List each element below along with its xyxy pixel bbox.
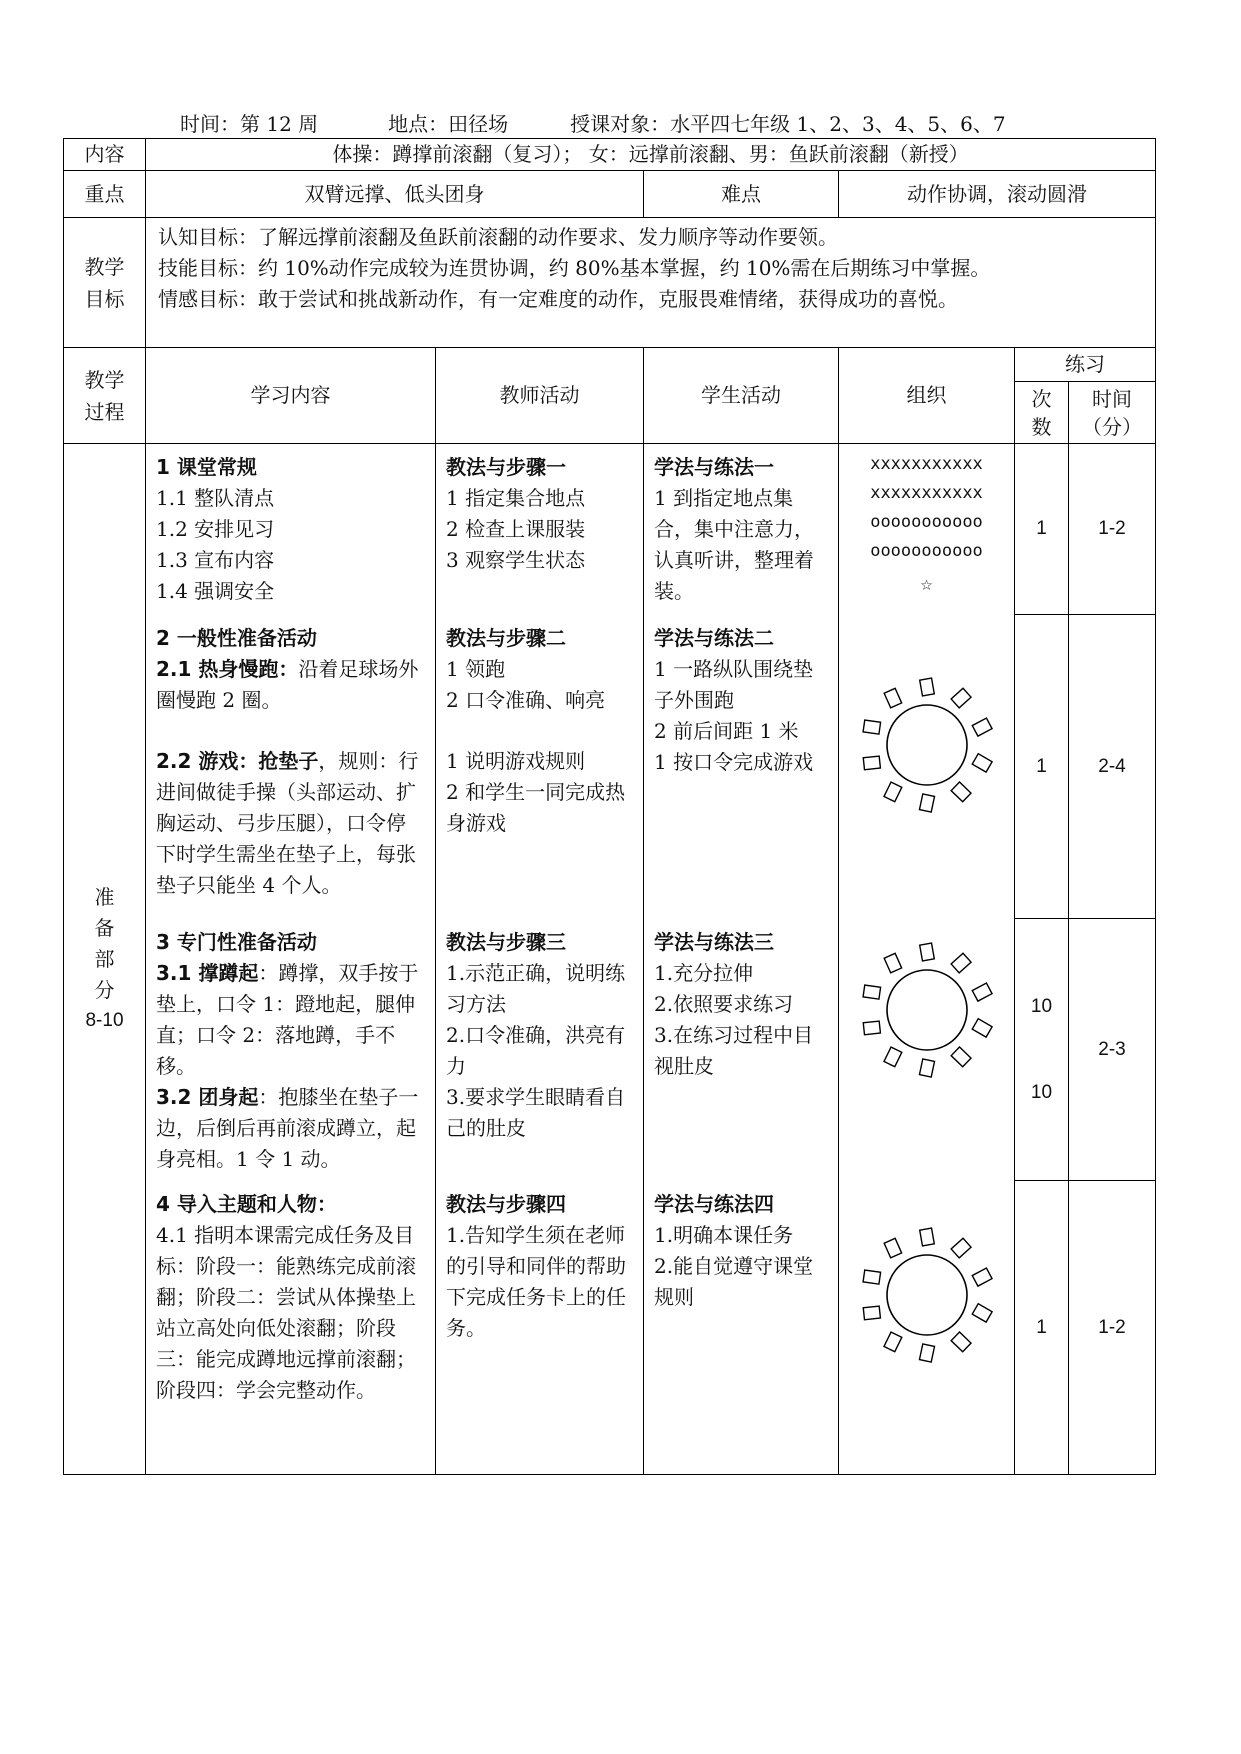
block-3-times [1015, 919, 1069, 1181]
block-4-student [644, 1181, 839, 1475]
mat-icon [919, 1343, 934, 1361]
circle-track [887, 705, 967, 785]
duration-header [1069, 382, 1156, 444]
mat-icon [884, 953, 901, 972]
section-time: 8-10 [85, 1010, 124, 1032]
block-4-student-title: 学法与练法四 [654, 1191, 774, 1216]
goal-skill: 技能目标：约 10%动作完成较为连贯协调，约 80%基本掌握，约 10%需在后期练习中掌握。 [158, 256, 991, 280]
formation-row: xxxxxxxxxxx [870, 454, 983, 474]
block-2-study [146, 615, 436, 919]
mat-icon [951, 1238, 971, 1258]
block-2-study-item-text: 沿着足球场外圈慢跑 2 圈。 [156, 656, 419, 712]
key-value-text: 双臂远撑、低头团身 [304, 181, 485, 206]
mat-icon [972, 1303, 992, 1321]
block-2-student-item: 2 前后间距 1 米 [654, 718, 799, 743]
block-3-times-b: 10 [1030, 1081, 1053, 1103]
mat-icon [919, 943, 934, 961]
lesson-plan-table [63, 138, 1156, 1475]
block-1-study-item: 1.1 整队清点 [156, 486, 275, 510]
formation-diagram [839, 450, 1014, 600]
block-4-duration: 1-2 [1069, 1181, 1156, 1475]
block-3-teacher-item: 2.口令准确，洪亮有力 [446, 1022, 626, 1078]
goals-content [146, 218, 1156, 348]
block-3-student-item: 1.充分拉伸 [654, 960, 754, 985]
block-4-student-item: 1.明确本课任务 [654, 1222, 794, 1247]
mat-icon [951, 953, 971, 973]
block-2-teacher [436, 615, 644, 919]
teacher-star-icon: ☆ [920, 570, 933, 595]
circle-track [887, 970, 967, 1050]
block-3-study-item-text: ：抱膝坐在垫子一边，后倒后再前滚成蹲立，起身亮相。1 令 1 动。 [156, 1084, 419, 1171]
times-header [1015, 382, 1069, 444]
block-3-teacher-item: 1.示范正确，说明练习方法 [446, 960, 626, 1016]
lesson-header [180, 108, 1006, 137]
mat-icon [951, 688, 971, 708]
mat-icon [863, 720, 881, 734]
mat-circle-diagram-2 [852, 935, 1002, 1085]
header-target: 授课对象：水平四七年级 1、2、3、4、5、6、7 [570, 112, 1006, 136]
block-3-student [644, 919, 839, 1181]
block-1-student-item: 1 到指定地点集合，集中注意力，认真听讲，整理着装。 [654, 486, 814, 603]
block-1-study [146, 444, 436, 615]
mat-icon [863, 985, 881, 999]
block-2-student-title: 学法与练法二 [654, 625, 774, 650]
block-2-study-spacer [156, 716, 425, 746]
mat-icon [972, 1018, 992, 1036]
mat-icon [919, 1058, 934, 1076]
block-3-student-item: 2.依照要求练习 [654, 991, 794, 1016]
goals-row [64, 218, 1156, 348]
block-1-teacher [436, 444, 644, 615]
mat-circle-diagram-3 [852, 1220, 1002, 1370]
mat-icon [863, 1270, 881, 1284]
content-label: 内容 [64, 139, 146, 171]
mat-icon [863, 1021, 880, 1035]
mat-icon [884, 1047, 902, 1067]
block-3-student-title: 学法与练法三 [654, 929, 774, 954]
mat-icon [884, 688, 901, 707]
header-time: 时间：第 12 周 [180, 112, 319, 136]
block-1-teacher-item: 3 观察学生状态 [446, 548, 586, 572]
block-3-teacher [436, 919, 644, 1181]
block-2-student [644, 615, 839, 919]
formation-row: ooooooooooo [870, 511, 983, 532]
mat-icon [972, 718, 992, 736]
difficulty-label [644, 171, 839, 218]
block-3-study-item-bold: 3.1 撑蹲起 [156, 960, 259, 985]
block-3-teacher-title: 教法与步骤三 [446, 929, 566, 954]
block-1-teacher-title: 教法与步骤一 [446, 455, 566, 479]
block-2-teacher-item: 2 和学生一同完成热身游戏 [446, 779, 626, 835]
block-2-times: 1 [1015, 615, 1069, 919]
process-label [64, 348, 146, 444]
student-header: 学生活动 [644, 348, 839, 444]
block-3-study-item-text: ：蹲撑，双手按于垫上，口令 1：蹬地起，腿伸直；口令 2：落地蹲，手不移。 [156, 960, 419, 1078]
block-4-teacher-item: 1.告知学生须在老师的引导和同伴的帮助下完成任务卡上的任务。 [446, 1222, 626, 1340]
block-3-study-item-bold: 3.2 团身起 [156, 1084, 259, 1109]
block-2-study-title: 2 一般性准备活动 [156, 625, 317, 650]
formation-row: xxxxxxxxxxx [870, 482, 983, 503]
block-4-study-item: 4.1 指明本课需完成任务及目标：阶段一：能熟练完成前滚翻；阶段二：尝试从体操垫上站立高处向低处滚翻；阶段三：能完成蹲地远撑前滚翻；阶段四：学会完整动作。 [156, 1222, 416, 1402]
block-2-study-item-bold: 2.2 游戏：抢垫子 [156, 748, 319, 773]
block-4-teacher-title: 教法与步骤四 [446, 1191, 566, 1216]
content-value: 体操：蹲撑前滚翻（复习）； 女：远撑前滚翻、男：鱼跃前滚翻（新授） [146, 139, 1156, 171]
block-3-student-item: 3.在练习过程中目视肚皮 [654, 1022, 814, 1078]
process-label-text: 教学过程 [84, 367, 125, 424]
block-2-teacher-spacer [446, 716, 633, 746]
block-2-study-item-bold: 2.1 热身慢跑： [156, 656, 299, 681]
block-3-study [146, 919, 436, 1181]
block-1-study-item: 1.2 安排见习 [156, 517, 275, 541]
circle-track [887, 1255, 967, 1335]
key-row [64, 171, 1156, 218]
mat-icon [863, 1306, 880, 1320]
block-2-study-item-text: ，规则：行进间做徒手操（头部运动、扩胸运动、弓步压腿），口令停下时学生需坐在垫子上，每张垫子只能坐 4 个人。 [156, 748, 419, 897]
goal-cognitive: 认知目标：了解远撑前滚翻及鱼跃前滚翻的动作要求、发力顺序等动作要领。 [158, 225, 838, 249]
formation-row: ooooooooooo [870, 540, 983, 561]
process-header-row-1 [64, 348, 1156, 382]
mat-icon [972, 1268, 992, 1286]
mat-icon [919, 1228, 934, 1246]
mat-icon [884, 1238, 901, 1257]
block-2-study-item [156, 746, 425, 901]
block-4-times: 1 [1015, 1181, 1069, 1475]
block-4-study-title: 4 导入主题和人物： [156, 1191, 337, 1216]
block-2-teacher-item: 1 领跑 [446, 656, 506, 681]
block-1-study-item: 1.4 强调安全 [156, 579, 275, 603]
block-2-duration: 2-4 [1069, 615, 1156, 919]
block-3-times-a: 10 [1030, 996, 1053, 1018]
section-label-text: 准备部分 [94, 885, 115, 1003]
block-1-row [64, 444, 1156, 615]
goals-label-text: 教学目标 [84, 254, 125, 311]
header-place: 地点：田径场 [388, 112, 509, 136]
block-2-teacher-item: 2 口令准确、响亮 [446, 687, 606, 712]
block-1-times: 1 [1015, 444, 1069, 615]
block-1-student-title: 学法与练法一 [654, 455, 774, 479]
goals-label [64, 218, 146, 348]
block-1-teacher-item: 1 指定集合地点 [446, 486, 586, 510]
block-3-study-item [156, 1082, 425, 1175]
mat-icon [951, 782, 971, 802]
practice-header: 练习 [1015, 348, 1156, 382]
block-1-study-title: 1 课堂常规 [156, 455, 257, 479]
teacher-header: 教师活动 [436, 348, 644, 444]
block-4-study [146, 1181, 436, 1475]
block-3-teacher-item: 3.要求学生眼睛看自己的肚皮 [446, 1084, 626, 1140]
block-2-teacher-title: 教法与步骤二 [446, 625, 566, 650]
block-2-student-item: 1 按口令完成游戏 [654, 749, 814, 774]
block-1-study-item: 1.3 宣布内容 [156, 548, 275, 572]
duration-header-text: 时间（分） [1082, 386, 1143, 439]
block-1-duration: 1-2 [1069, 444, 1156, 615]
block-4-student-item: 2.能自觉遵守课堂规则 [654, 1253, 814, 1309]
difficulty-label-text: 难点 [721, 181, 761, 206]
block-3-duration: 2-3 [1069, 919, 1156, 1181]
mat-icon [863, 756, 880, 770]
mat-icon [972, 983, 992, 1001]
mat-icon [951, 1332, 971, 1352]
mat-icon [919, 793, 934, 811]
mat-icon [919, 678, 934, 696]
content-row [64, 139, 1156, 171]
key-label: 重点 [64, 171, 146, 218]
times-header-text: 次数 [1031, 386, 1052, 439]
block-1-student [644, 444, 839, 615]
block-3-study-title: 3 专门性准备活动 [156, 929, 317, 954]
block-1-teacher-item: 2 检查上课服装 [446, 517, 586, 541]
mat-icon [951, 1047, 971, 1067]
goal-emotion: 情感目标：敢于尝试和挑战新动作，有一定难度的动作，克服畏难情绪，获得成功的喜悦。 [158, 287, 958, 311]
block-4-teacher [436, 1181, 644, 1475]
difficulty-value: 动作协调，滚动圆滑 [839, 171, 1156, 218]
mat-icon [884, 1332, 902, 1352]
block-2-student-item: 1 一路纵队围绕垫子外围跑 [654, 656, 814, 712]
mat-circle-diagram-1 [852, 670, 1002, 820]
block-2-study-item [156, 654, 425, 716]
org-header: 组织 [839, 348, 1015, 444]
block-2-teacher-item: 1 说明游戏规则 [446, 748, 586, 773]
section-label [64, 444, 146, 1475]
key-value [146, 171, 644, 218]
mat-icon [884, 782, 902, 802]
organization-cell [839, 444, 1015, 1475]
study-header: 学习内容 [146, 348, 436, 444]
block-3-study-item [156, 958, 425, 1082]
mat-icon [972, 753, 992, 771]
